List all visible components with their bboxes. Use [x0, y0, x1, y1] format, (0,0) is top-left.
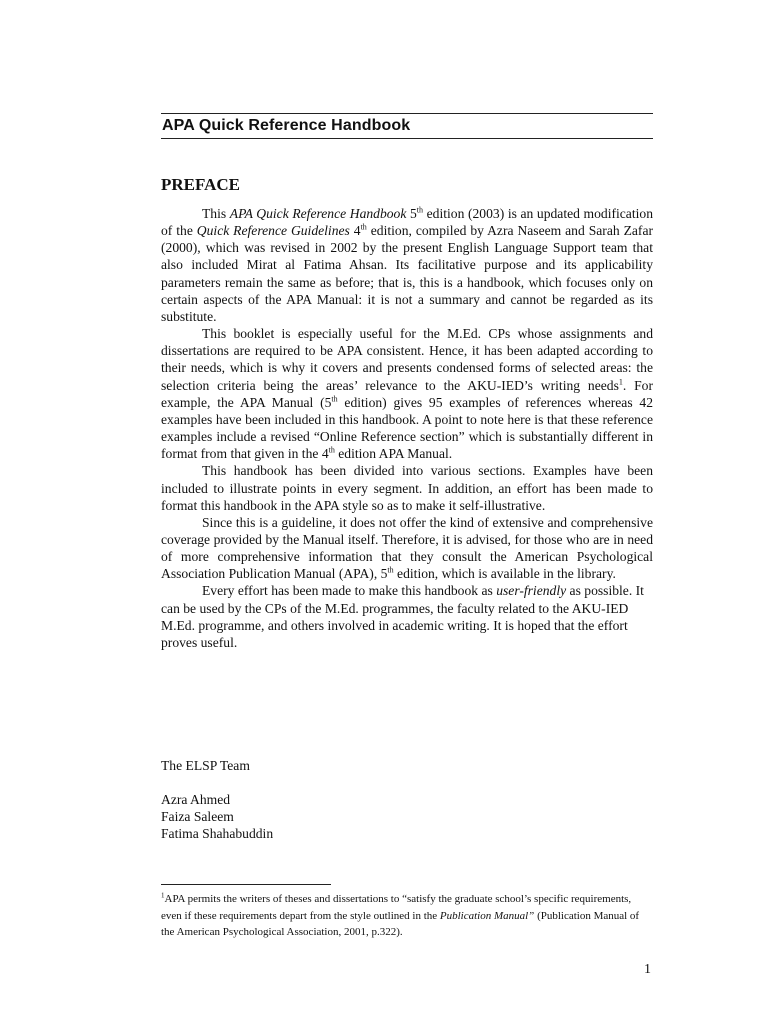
paragraph-3: This handbook has been divided into various sections. Examples have been included to illustrate points in every segment. In addition, an effort has been made to format this handbook in the APA style so as to make it self-illustrative.	[161, 463, 653, 513]
member-name: Faiza Saleem	[161, 809, 234, 824]
header-top-rule	[161, 113, 653, 114]
team-name: The ELSP Team	[161, 758, 250, 773]
header-bottom-rule	[161, 138, 653, 139]
page-header-title: APA Quick Reference Handbook	[162, 117, 411, 134]
footnote-separator	[161, 884, 331, 885]
paragraph-4: Since this is a guideline, it does not offer the kind of extensive and comprehensive coverage provided by the Manual itself. Therefore, it is advised, for those who are in need of more comprehensive information that they consult the American Psychological Association Publication Manual (APA), 5th edition, which is available in the library.	[161, 514, 653, 582]
footnote: $^1$APA permits the writers of theses and dissertations to “satisfy the graduate school’s specific requirements, even if these requirements depart from the style outlined in the Publication Manual” (Publication Manual of the American Psychological Association, 2001, p.322).	[161, 891, 640, 938]
signature-block	[161, 757, 273, 842]
page-number: 1	[644, 962, 651, 977]
preface-body	[161, 205, 653, 651]
paragraph-5: Every effort has been made to make this handbook as user-friendly as possible. It can be used by the CPs of the M.Ed. programmes, the faculty related to the AKU-IED M.Ed. programme, and others involved in academic writing. It is hoped that the effort proves useful.	[161, 583, 644, 650]
footnote-ref: 1	[618, 377, 623, 387]
member-name: Azra Ahmed	[161, 792, 231, 807]
preface-heading: PREFACE	[161, 175, 241, 194]
paragraph-2: This booklet is especially useful for the M.Ed. CPs whose assignments and dissertations are required to be APA consistent. Hence, it has been adapted according to their needs, which is why it covers and presents condensed forms of selected areas: the selection criteria being the areas’ relevance to the AKU-IED’s writing needs$^1$. For example, the APA Manual (5th edition) gives 95 examples of references whereas 42 examples have been included in this handbook. A point to note here is that these reference examples include a revised “Online Reference section” which is substantially different in format from that given in the 4th edition APA Manual.	[161, 326, 653, 462]
paragraph-1: This APA Quick Reference Handbook 5th edition (2003) is an updated modification of the Quick Reference Guidelines 4th edition, compiled by Azra Naseem and Sarah Zafar (2000), which was revised in 2002 by the present English Language Support team that also included Mirat al Fatima Ahsan. Its facilitative purpose and its applicability parameters remain the same as before; that is, this is a handbook, which focuses only on certain aspects of the APA Manual: it is not a summary and cannot be regarded as its substitute.	[161, 205, 654, 324]
member-name: Fatima Shahabuddin	[161, 826, 274, 841]
